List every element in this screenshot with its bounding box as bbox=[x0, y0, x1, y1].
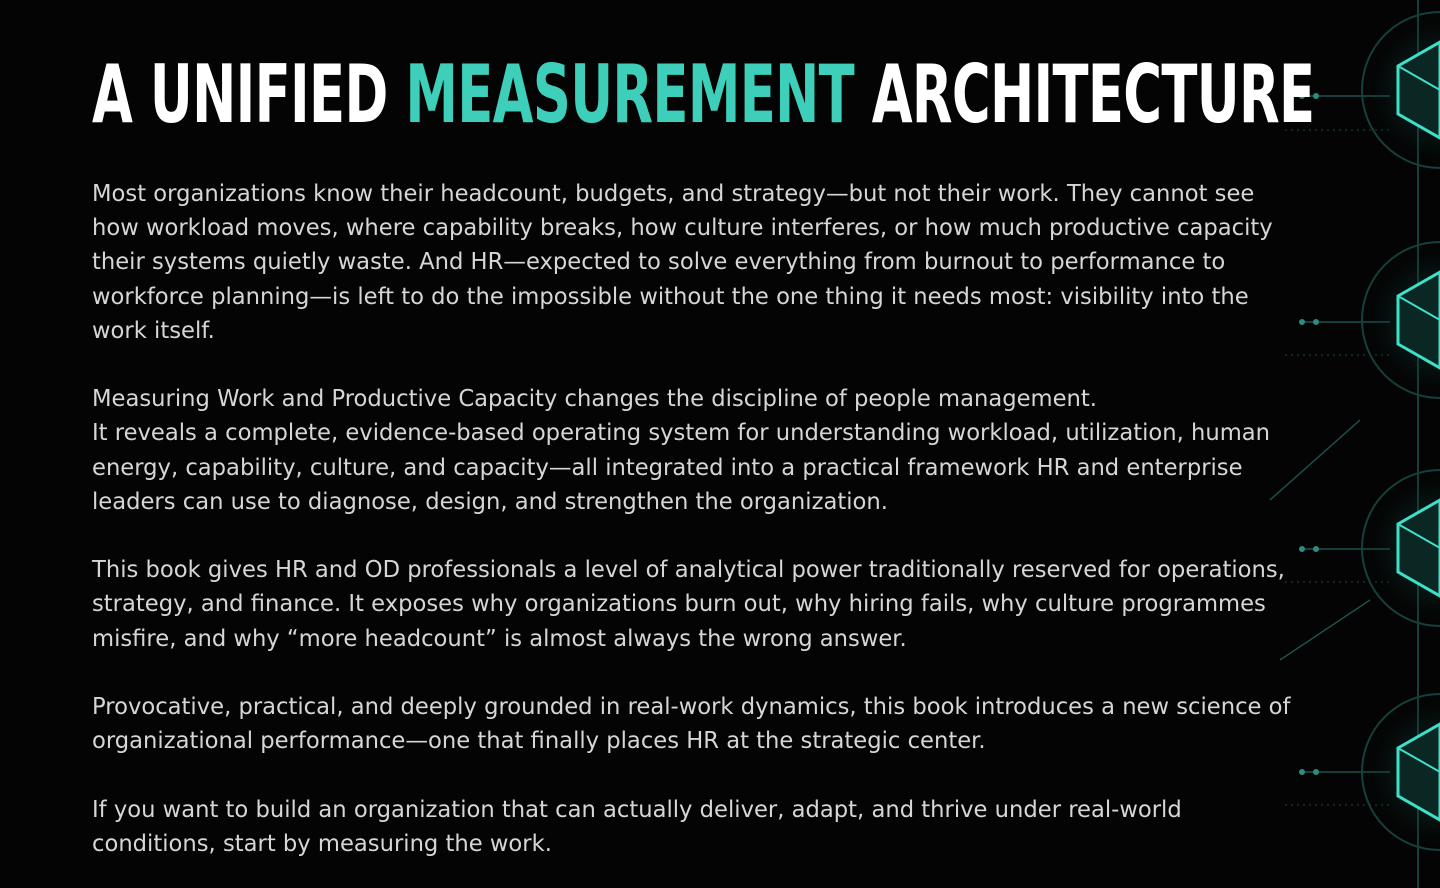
text-line: energy, capability, culture, and capacity—all integrated into a practical framework HR and enterprise bbox=[92, 454, 1243, 481]
text-line: workforce planning—is left to do the impossible without the one thing it needs most: visibility into the bbox=[92, 283, 1249, 310]
text-line: If you want to build an organization that can actually deliver, adapt, and thrive under real-world bbox=[92, 796, 1182, 823]
text-line: This book gives HR and OD professionals a level of analytical power traditionally reserved for operations, bbox=[92, 557, 1285, 584]
text-line: conditions, start by measuring the work. bbox=[92, 830, 552, 857]
text-line: how workload moves, where capability breaks, how culture interferes, or how much productive capacity bbox=[92, 215, 1273, 242]
text-line: Provocative, practical, and deeply grounded in real-work dynamics, this book introduces a new science of bbox=[92, 694, 1291, 720]
hexagon-circuit-icon bbox=[1360, 10, 1440, 170]
text-line: misfire, and why “more headcount” is almost always the wrong answer. bbox=[92, 625, 907, 652]
page-title bbox=[92, 50, 1314, 140]
hexagon-circuit-icon bbox=[1360, 468, 1440, 628]
title-text: A UNIFIED bbox=[92, 48, 406, 141]
body-text bbox=[92, 177, 1337, 861]
text-line: work itself. bbox=[92, 317, 215, 344]
paragraph bbox=[92, 382, 1337, 519]
title-text-end: ARCHITECTURE bbox=[854, 48, 1315, 141]
text-line: Measuring Work and Productive Capacity changes the discipline of people management. bbox=[92, 386, 1097, 413]
paragraph bbox=[92, 553, 1337, 656]
hexagon-circuit-icon bbox=[1360, 692, 1440, 852]
paragraph bbox=[92, 690, 1337, 758]
text-line: strategy, and finance. It exposes why organizations burn out, why hiring fails, why culture programmes bbox=[92, 591, 1266, 618]
text-line: Most organizations know their headcount, budgets, and strategy—but not their work. They cannot see bbox=[92, 181, 1255, 207]
text-line: leaders can use to diagnose, design, and strengthen the organization. bbox=[92, 488, 888, 515]
hexagon-circuit-icon bbox=[1360, 240, 1440, 400]
paragraph bbox=[92, 793, 1337, 861]
text-line: It reveals a complete, evidence-based operating system for understanding workload, utilization, human bbox=[92, 420, 1271, 447]
text-line: organizational performance—one that finally places HR at the strategic center. bbox=[92, 728, 986, 755]
paragraph bbox=[92, 177, 1337, 348]
title-accent-text: MEASUREMENT bbox=[405, 48, 855, 141]
text-line: their systems quietly waste. And HR—expected to solve everything from burnout to performance to bbox=[92, 249, 1226, 276]
